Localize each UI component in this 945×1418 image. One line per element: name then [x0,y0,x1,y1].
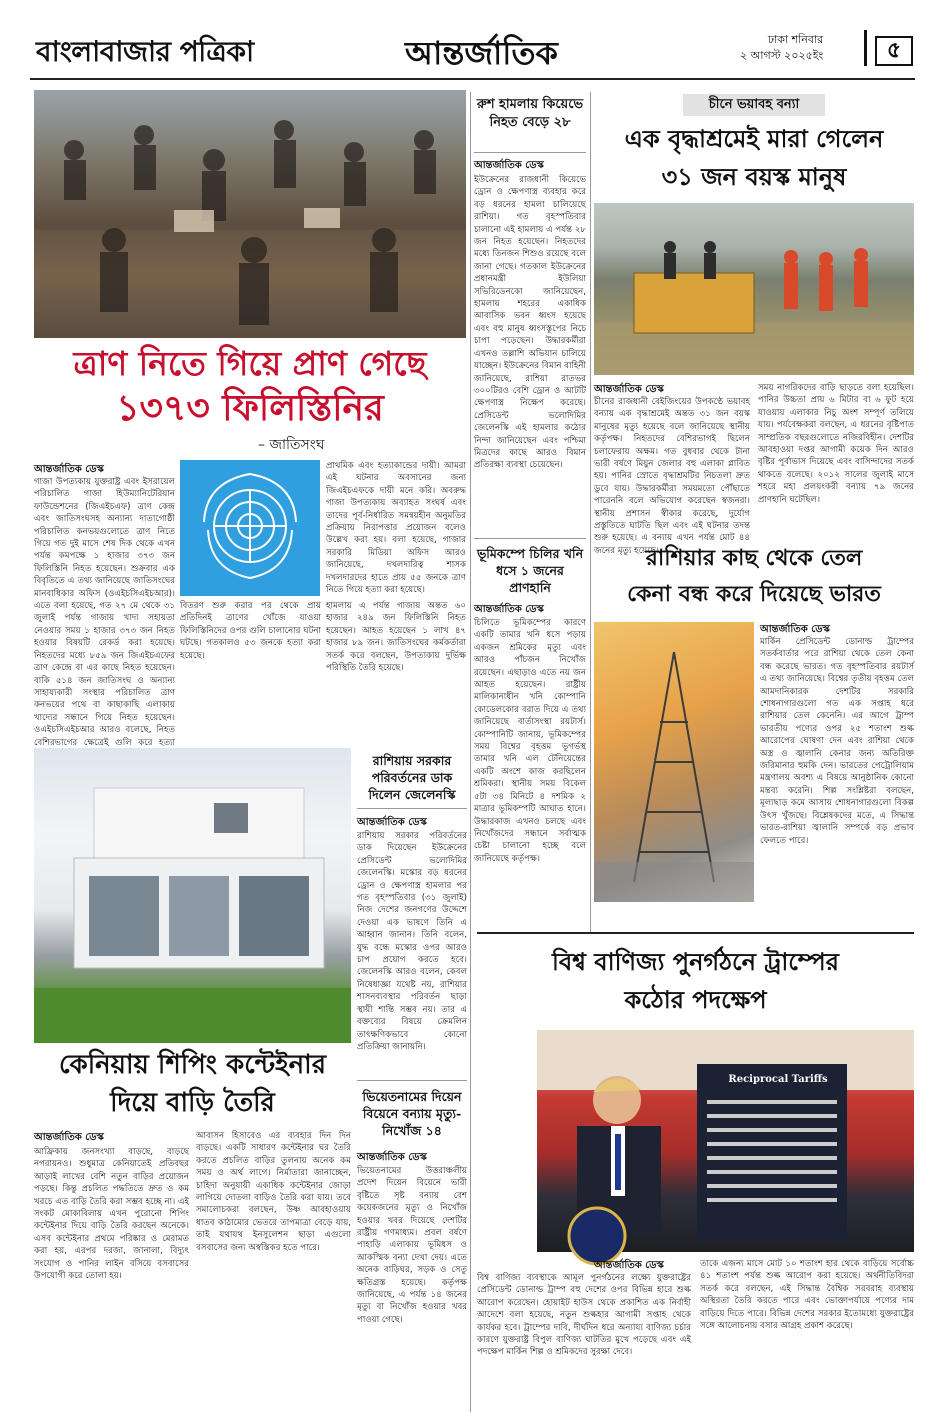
kenya-byline: আন্তর্জাতিক ডেস্ক [34,1132,104,1143]
trump-headline-line2: কঠোর পদক্ষেপ [624,985,767,1014]
zelensky-body: রাশিয়ায় সরকার পরিবর্তনের ডাক দিয়েছেন ইউক্রেনের প্রেসিডেন্ট ভলোদিমির জেলেনস্কি। মস্কোর বড় ধরনের ড্রোন ও ক্ষেপণাস্ত্র হামলার পর গত বৃহস্পতিবার (৩১ জুলাই) নিজ দেশের জনগণের উদ্দেশে দেওয়া এক ভাষণে তিনি এ আহ্বান জানান। তিনি বলেন, যুদ্ধ বন্ধে মস্কোর ওপর আরও চাপ প্রয়োগ করতে হবে। জেলেনস্কি আরও বলেন, কেবল নিষেধাজ্ঞা যথেষ্ট নয়, রাশিয়ার শাসনব্যবস্থার পরিবর্তন ছাড়া স্থায়ী শান্তি সম্ভব নয়। তার এ বক্তব্যের বিষয়ে ক্রেমলিন তাৎক্ষণিকভাবে কোনো প্রতিক্রিয়া জানায়নি। [357,831,467,1052]
chile-headline: ভূমিকম্পে চিলির খনি ধসে ১ জনের প্রাণহানি [476,546,584,595]
china-flood-rescue-photo [594,203,914,375]
un-logo-image [180,460,320,596]
flood-rescue-illustration [594,203,914,375]
india-oil-byline: আন্তর্জাতিক ডেস্ক [760,624,830,635]
gaza-aid-crowd-photo [34,90,466,338]
kenya-body-col1: আফ্রিকায় জনসংখ্যা বাড়ছে, বাড়ছে নগরায়নও। শুধুমাত্র কেনিয়াতেই প্রতিবছর আড়াই লাখের বেশি নতুন বাড়ির প্রয়োজন পড়ছে। কিন্তু প্রচলিত পদ্ধতিতে দ্রুত ও কম খরচে এত বাড়ি তৈরি করা সম্ভব হচ্ছে না। এই সংকট মোকাবিলায় এখন পুরোনো শিপিং কন্টেইনার দিয়ে বাড়ি তৈরি করছেন অনেকে। এসব কন্টেইনার প্রথমে পরিষ্কার ও মেরামত করা হয়, এরপর দরজা, জানালা, বিদ্যুৎ সংযোগ ও পানির লাইন বসিয়ে বসবাসের উপযোগী করে তোলা হয়। [34,1147,189,1282]
chile-top-rule [474,538,586,539]
gaza-headline-line2: ১৩৭৩ ফিলিস্তিনির [116,387,384,429]
gaza-source: – জাতিসংঘ [258,437,325,453]
container-house-photo [34,748,351,1043]
date-day: ঢাকা শনিবার [767,33,824,46]
kenya-headline-line1: কেনিয়ায় শিপিং কন্টেইনার [58,1050,327,1080]
china-flood-byline: আন্তর্জাতিক ডেস্ক [594,384,664,395]
russia-attack-headline: রুশ হামলায় কিয়েভে নিহত বেড়ে ২৮ [476,97,584,130]
oil-refinery-illustration [594,622,754,902]
column-divider-right [590,92,591,932]
trump-body-col2: তাকে এজন্য মাসে মোট ১০ শতাংশ হার থেকে বাড়িয়ে সর্বোচ্চ ৪১ শতাংশ পর্যন্ত শুল্ক আরোপ করা হয়েছে। অর্থনীতিবিদরা সতর্ক করে বলছেন, এই সিদ্ধান্ত বৈশ্বিক সরবরাহ ব্যবস্থায় অস্থিরতা তৈরি করতে পারে এবং ভোক্তাপর্যায়ে পণ্যের দাম বাড়িয়ে দিতে পারে। বিভিন্ন দেশের সরকার ইতোমধ্যে যুক্তরাষ্ট্রের সঙ্গে আলোচনায় বসার আগ্রহ প্রকাশ করেছে। [700,1259,914,1332]
gaza-headline-line1: ত্রাণ নিতে গিয়ে প্রাণ গেছে [73,344,427,383]
india-oil-headline-line2: কেনা বন্ধ করে দিয়েছে ভারত [627,581,881,607]
gaza-byline: আন্তর্জাতিক ডেস্ক [34,464,104,475]
masthead-divider [864,30,867,66]
kenya-headline-line2: দিয়ে বাড়ি তৈরি [110,1088,275,1118]
trump-tariff-photo [537,1030,914,1252]
vietnam-headline: ভিয়েতনামের দিয়েন বিয়েনে বন্যায় মৃত্যু-নিখোঁজ ১৪ [362,1089,462,1138]
zelensky-rule [357,808,467,809]
newspaper-logo: বাংলাবাজার পত্রিকা [36,35,254,68]
gaza-body-col3: বিতরণ শুরু করার পর থেকে প্রায় প্রতিদিনই ত্রাণের খোঁজে যাওয়া ফিলিস্তিনিদের ওপর গুলি চালানোর ঘটনা ঘটছে। গতকালও ৫৩ জনকে হত্যা করা হয়েছে। [180,601,321,661]
section-title: আন্তর্জাতিক [405,34,558,72]
india-oil-headline-line1: রাশিয়ার কাছ থেকে তেল [645,545,863,571]
column-divider-left [470,92,471,1412]
gaza-photo-illustration [34,90,466,338]
russia-attack-byline: আন্তর্জাতিক ডেস্ক [474,160,544,171]
masthead [0,0,945,80]
zelensky-headline: রাশিয়ায় সরকার পরিবর্তনের ডাক দিলেন জেলেনস্কি [368,753,456,802]
china-flood-kicker: চীনে ভয়াবহ বন্যা [683,94,825,116]
vietnam-top-rule [357,1080,467,1081]
china-flood-body-col2: সময় নাগরিকদের বাড়ি ছাড়তে বলা হয়েছিল। পানির উচ্চতা প্রায় ৬ মিটার বা ৬ ফুট হয়ে যাওয়ায় এলাকার নিচু অংশ সম্পূর্ণ তলিয়ে যায়। পর্যবেক্ষকরা বলছেন, এ ধরনের বৃষ্টিপাত সাম্প্রতিক বছরগুলোতে নজিরবিহীন। দেশটির আবহাওয়া দপ্তর আগামী কয়েক দিন আরও বৃষ্টির পূর্বাভাস দিয়েছে এবং বাসিন্দাদের সতর্ক থাকতে বলেছে। ২০১২ সালের জুলাই মাসে শহরে মহা প্রলয়ংকরী বন্যায় ৭৯ জনের প্রাণহানি ঘটেছিল। [758,383,914,505]
gaza-body-col4: হামলায় এ পর্যন্ত গাজায় অন্তত ৬০ হাজার ২৪৯ জন ফিলিস্তিনি নিহত হয়েছেন। আহত হয়েছেন ১ লাখ ৪৭ হাজার ৮৯ জন। জাতিসংঘের কর্মকর্তারা সতর্ক করে বলছেন, উপত্যকায় দুর্ভিক্ষ পরিস্থিতি তৈরি হয়েছে। [326,601,466,674]
kenya-body-col2: আবাসন হিসাবেও এর ব্যবহার দিন দিন বাড়ছে। একটি সাধারণ কন্টেইনার ঘর তৈরি করতে প্রচলিত বাড়ির তুলনায় অনেক কম সময় ও অর্থ লাগে। নির্মাতারা জানাচ্ছেন, চাহিদা অনুযায়ী একাধিক কন্টেইনার জোড়া লাগিয়ে দোতলা বাড়িও তৈরি করা যায়। তবে সমালোচকরা বলছেন, উষ্ণ আবহাওয়ায় ধাতব কাঠামোর ভেতরে তাপমাত্রা বেড়ে যায়, তাই যথাযথ ইনসুলেশন ছাড়া এগুলো বসবাসের জন্য অস্বস্তিকর হতে পারে। [196,1131,351,1253]
trump-headline-line1: বিশ্ব বাণিজ্য পুনর্গঠনে ট্রাম্পের [552,947,839,976]
date-full: ২ আগস্ট ২০২৫ইং [740,49,824,62]
gaza-body-col1: গাজা উপত্যকায় যুক্তরাষ্ট্র এবং ইসরায়েল পরিচালিত গাজা হিউম্যানিটেরিয়ান ফাউন্ডেশনের (জিএইচএফ) ত্রাণ কেন্দ্র এবং জাতিসংঘসহ অন্যান্য দাতাগোষ্ঠী পরিচালিত কনভয়গুলোতে ত্রাণ নিতে গিয়ে গত দুই মাসে শেষ দিক থেকে এখন পর্যন্ত কমপক্ষে ১ হাজার ৩৭৩ জন ফিলিস্তিনি নিহত হয়েছেন। শুক্রবার এক বিবৃতিতে এ তথ্য জানিয়েছে জাতিসংঘের মানবাধিকার অফিস (ওএইচসিএইচআর)। এতে বলা হয়েছে, গত ২৭ মে থেকে ৩১ জুলাই পর্যন্ত গাজায় খাদ্য সহায়তা নেওয়ার সময় ১ হাজার ৩৭৩ জন নিহত হওয়ার বিষয়টি রেকর্ড করা হয়েছে। নিহতদের মধ্যে ৮৫৯ জন জিএইচএফের ত্রাণ কেন্দ্রে বা এর কাছে নিহত হয়েছেন। বাকি ৫১৪ জন জাতিসংঘ ও অন্যান্য সাহায্যকারী সংস্থার পরিচালিত ত্রাণ কনভয়ের পথে বা কাছাকাছি এলাকায় খাদ্যের সন্ধানে গিয়ে নিহত হয়েছেন। ওএইচসিএইচআর আরও বলেছে, নিহত বেশিরভাগের ক্ষেত্রেই গুলি করে হত্যা [34,477,175,748]
chile-byline: আন্তর্জাতিক ডেস্ক [474,604,544,615]
russia-attack-rule [474,152,586,153]
date-block [740,32,823,64]
container-house-illustration [34,748,351,1043]
oil-refinery-photo [594,622,754,902]
masthead-rule [30,78,915,80]
chile-body: চিলিতে ভূমিকম্পের কারণে একটি তামার খনি ধসে পড়ায় একজন শ্রমিকের মৃত্যু এবং আরও পাঁচজন নিখোঁজ রয়েছেন। এছাড়াও এতে নয় জন আহত হয়েছেন। রাষ্ট্রীয় মালিকানাধীন খনি কোম্পানি কোডেলকোর বরাত দিয়ে এ তথ্য জানিয়েছে বার্তাসংস্থা রয়টার্স। কোম্পানিটি জানায়, ভূমিকম্পের সময় বিশ্বের বৃহত্তম ভূগর্ভস্থ তামার খনি এল টেনিয়েন্তের একটি অংশে কাজ করছিলেন শ্রমিকরা। স্থানীয় সময় বিকেল ৫টা ৩৪ মিনিটে ৪ দশমিক ২ মাত্রার ভূমিকম্পটি আঘাত হানে। উদ্ধারকাজ এখনও চলছে এবং নিখোঁজদের সন্ধানে সর্বাত্মক চেষ্টা চালানো হচ্ছে বলে জানিয়েছে কর্তৃপক্ষ। [474,618,586,864]
un-emblem-icon [180,460,320,596]
vietnam-byline: আন্তর্জাতিক ডেস্ক [357,1152,427,1163]
china-flood-headline-line2: ৩১ জন বয়স্ক মানুষ [661,162,847,191]
vietnam-body: ভিয়েতনামের উত্তরাঞ্চলীয় প্রদেশ দিয়েন বিয়েনে ভারী বৃষ্টিতে সৃষ্ট বন্যায় বেশ কয়েকজনের মৃত্যু ও নিখোঁজ হওয়ার খবর দিয়েছে দেশটির রাষ্ট্রীয় গণমাধ্যম। প্রবল বর্ষণে পাহাড়ি এলাকায় ভূমিধস ও আকস্মিক বন্যা দেখা দেয়। এতে অনেক বাড়িঘর, সড়ক ও সেতু ক্ষতিগ্রস্ত হয়েছে। কর্তৃপক্ষ জানিয়েছে, এ পর্যন্ত ১৪ জনের মৃত্যু বা নিখোঁজ হওয়ার খবর পাওয়া গেছে। [357,1166,467,1325]
trump-top-rule [477,932,914,934]
trump-body-col1: বিশ্ব বাণিজ্য ব্যবস্থাকে আমূল পুনর্গঠনের লক্ষ্যে যুক্তরাষ্ট্রের প্রেসিডেন্ট ডোনাল্ড ট্রাম্প বহু দেশের ওপর বিভিন্ন হারে শুল্ক আরোপ করেছেন। হোয়াইট হাউস থেকে প্রকাশিত এক নির্বাহী আদেশে বলা হয়েছে, নতুন শুল্কহার আগামী সপ্তাহ থেকে কার্যকর হবে। ট্রাম্পের দাবি, দীর্ঘদিন ধরে অন্যায্য বাণিজ্য চর্চার কারণে যুক্তরাষ্ট্র বিপুল বাণিজ্য ঘাটতির মুখে পড়েছে এবং এই পদক্ষেপ মার্কিন শিল্প ও শ্রমিকদের সুরক্ষা দেবে। [477,1273,691,1358]
zelensky-byline: আন্তর্জাতিক ডেস্ক [357,817,427,828]
page-number: ৫ [875,36,913,66]
india-oil-body: মার্কিন প্রেসিডেন্ট ডোনাল্ড ট্রাম্পের সতর্কবার্তার পরে রাশিয়া থেকে তেল কেনা বন্ধ করেছে ভারত। গত বৃহস্পতিবার রয়টার্স এ তথ্য জানিয়েছে। বিশ্বের তৃতীয় বৃহত্তম তেল আমদানিকারক দেশটির সরকারি শোধনাগারগুলো গত এক সপ্তাহ ধরে রাশিয়ার তেল কেনেনি। এর আগে ট্রাম্প ভারতীয় পণ্যের ওপর ২৫ শতাংশ শুল্ক আরোপের ঘোষণা দেন এবং রাশিয়া থেকে অস্ত্র ও জ্বালানি কেনার জন্য অতিরিক্ত জরিমানার হুমকি দেন। ভারতের পেট্রোলিয়াম মন্ত্রণালয় অবশ্য এ বিষয়ে আনুষ্ঠানিক কোনো মন্তব্য করেনি। শিল্প সংশ্লিষ্টরা বলছেন, মূল্যছাড় কমে আসায় শোধনাগারগুলো বিকল্প উৎস খুঁজছে। বিশ্লেষকদের মতে, এ সিদ্ধান্ত ভারত-রাশিয়া জ্বালানি সম্পর্কে বড় প্রভাব ফেলতে পারে। [760,637,914,846]
trump-tariff-illustration [537,1030,914,1252]
tariff-board-title: Reciprocal Tariffs [728,1074,828,1085]
china-flood-body-col1: চীনের রাজধানী বেইজিংয়ের উপকণ্ঠে ভয়াবহ বন্যায় এক বৃদ্ধাশ্রমেই অন্তত ৩১ জন বয়স্ক মানুষের মৃত্যু হয়েছে বলে জানিয়েছে স্থানীয় কর্তৃপক্ষ। নিহতদের বেশিরভাগই ছিলেন চলাফেরায় অক্ষম। গত বুধবার থেকে টানা ভারী বর্ষণে মিয়ুন জেলার বহু এলাকা প্লাবিত হয়। পানির স্রোতে বৃদ্ধাশ্রমটির নিচতলা দ্রুত ডুবে যায়। উদ্ধারকর্মীরা সময়মতো পৌঁছাতে পারেননি বলে অভিযোগ করেছেন স্বজনরা। স্থানীয় প্রশাসন স্বীকার করেছে, দুর্যোগ প্রস্তুতিতে ঘাটতি ছিল এবং এই ঘটনার তদন্ত শুরু হয়েছে। এ বন্যায় এখন পর্যন্ত মোট ৪৪ জনের মৃত্যু হয়েছে। [594,397,750,556]
trump-byline: আন্তর্জাতিক ডেস্ক [594,1260,664,1271]
russia-attack-body: ইউক্রেনের রাজধানী কিয়েভে ড্রোন ও ক্ষেপণাস্ত্র ব্যবহার করে বড় ধরনের হামলা চালিয়েছে রাশিয়া। গত বৃহস্পতিবার চালানো এই হামলায় এ পর্যন্ত ২৮ জন নিহত হয়েছেন। নিহতদের মধ্যে তিনজন শিশুও রয়েছে বলে জানা গেছে। গতকাল ইউক্রেনের প্রধানমন্ত্রী ইউলিয়া সভিরিডেনকো জানিয়েছেন, হামলায় শহরের একাধিক আবাসিক ভবন ধ্বংস হয়েছে এবং বহু মানুষ ধ্বংসস্তূপের নিচে চাপা পড়েছেন। উদ্ধারকর্মীরা এখনও তল্লাশি অভিযান চালিয়ে যাচ্ছেন। ইউক্রেনের বিমান বাহিনী জানিয়েছে, রাশিয়া রাতভর ৩০০টিরও বেশি ড্রোন ও আটটি ক্ষেপণাস্ত্র নিক্ষেপ করেছে। প্রেসিডেন্ট ভলোদিমির জেলেনস্কি এই হামলার কঠোর নিন্দা জানিয়েছেন এবং পশ্চিমা মিত্রদের কাছে আরও বিমান প্রতিরক্ষা ব্যবস্থা চেয়েছেন। [474,175,587,471]
gaza-body-col2: প্রাথমিক এবং হত্যাকান্ডের দায়ী। আমরা এই ঘটনার অবসানের জন্য জিএইচএফকে দায়ী মনে করি। অবরুদ্ধ গাজা উপত্যকায় অব্যাহত সংঘর্ষ এবং তাদের পূর্ব-নির্ধারিত সমন্বয়হীন অনুমতির প্রক্রিয়ায় নিরাপত্তার প্রয়োজন বলেও উল্লেখ করা হয়। বলা হয়েছে, গাজার সরকারি মিডিয়া অফিস আরও জানিয়েছে, দখলদারিত্ব শাসক দখলদারদের হাতে প্রায় ৫৫ জনকে ত্রাণ নিতে গিয়ে হত্যা করা হয়েছে। [326,461,466,596]
china-flood-headline-line1: এক বৃদ্ধাশ্রমেই মারা গেলেন [624,124,884,153]
